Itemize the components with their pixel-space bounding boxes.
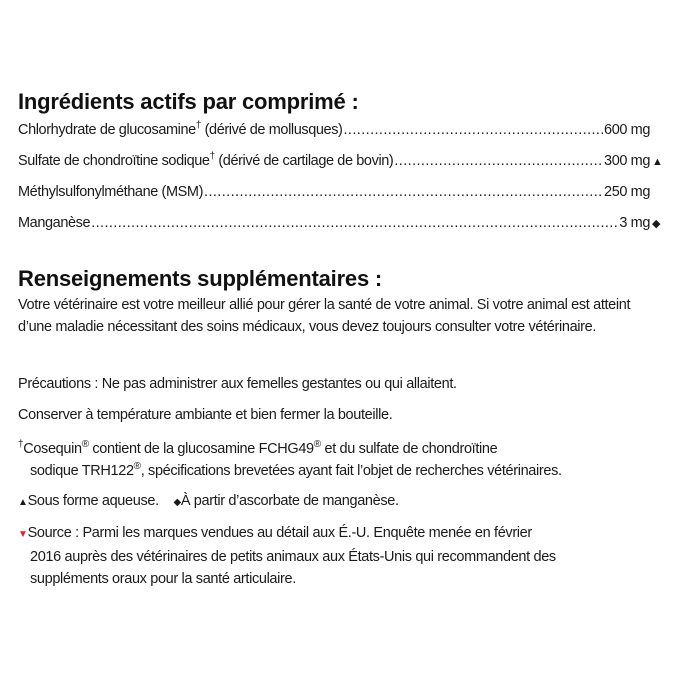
- ingredient-row: [18, 153, 666, 173]
- leader-dots: [344, 122, 604, 138]
- diamond-icon: ◆: [173, 497, 181, 508]
- ingredient-row: [18, 122, 666, 142]
- triangle-icon: ▲: [18, 497, 28, 508]
- footnote-source: ▼Source : Parmi les marques vendues au détail aux É.-U. Enquête menée en février 2016 auprès des vétérinaires de petits animaux aux États-Unis qui recommandent des suppléments oraux pour la santé articulaire.: [18, 525, 556, 587]
- ingredient-row: [18, 184, 666, 204]
- triangle-icon: ▲: [652, 156, 663, 168]
- ingredients-heading: Ingrédients actifs par comprimé :: [18, 89, 359, 114]
- precautions-text: Précautions : Ne pas administrer aux femelles gestantes ou qui allaitent.: [18, 376, 457, 392]
- ingredient-amount: 250 mg: [604, 184, 650, 200]
- ingredient-amount: 600 mg: [604, 122, 650, 138]
- ingredient-name: Manganèse: [18, 215, 91, 231]
- vet-paragraph: Votre vétérinaire est votre meilleur allié pour gérer la santé de votre animal. Si votre animal est atteint d’une maladie nécessitant des soins médicaux, vous devez toujours consulter votre vétérinaire.: [18, 297, 631, 335]
- ingredient-row: [18, 215, 666, 235]
- down-triangle-icon: ▼: [18, 529, 28, 540]
- leader-dots: [394, 153, 603, 169]
- ingredient-amount: 300 mg: [604, 153, 650, 169]
- storage-text: Conserver à température ambiante et bien fermer la bouteille.: [18, 407, 393, 423]
- ingredient-name: Sulfate de chondroïtine sodique† (dérivé de cartilage de bovin): [18, 151, 394, 169]
- ingredient-amount: 3 mg: [619, 215, 650, 231]
- ingredient-name: Méthylsulfonylméthane (MSM): [18, 184, 204, 200]
- dagger-mark: †: [18, 439, 24, 450]
- leader-dots: [91, 215, 618, 231]
- leader-dots: [204, 184, 603, 200]
- footnote-symbols: ▲Sous forme aqueuse. ◆À partir d’ascorbate de manganèse.: [18, 493, 399, 509]
- ingredient-name: Chlorhydrate de glucosamine† (dérivé de mollusques): [18, 120, 343, 138]
- diamond-icon: ◆: [652, 218, 661, 230]
- info-heading: Renseignements supplémentaires :: [18, 266, 383, 291]
- footnote-dagger: †Cosequin® contient de la glucosamine FCHG49® et du sulfate de chondroïtine sodique TRH122®, spécifications brevetées ayant fait l’objet de recherches vétérinaires.: [18, 439, 562, 479]
